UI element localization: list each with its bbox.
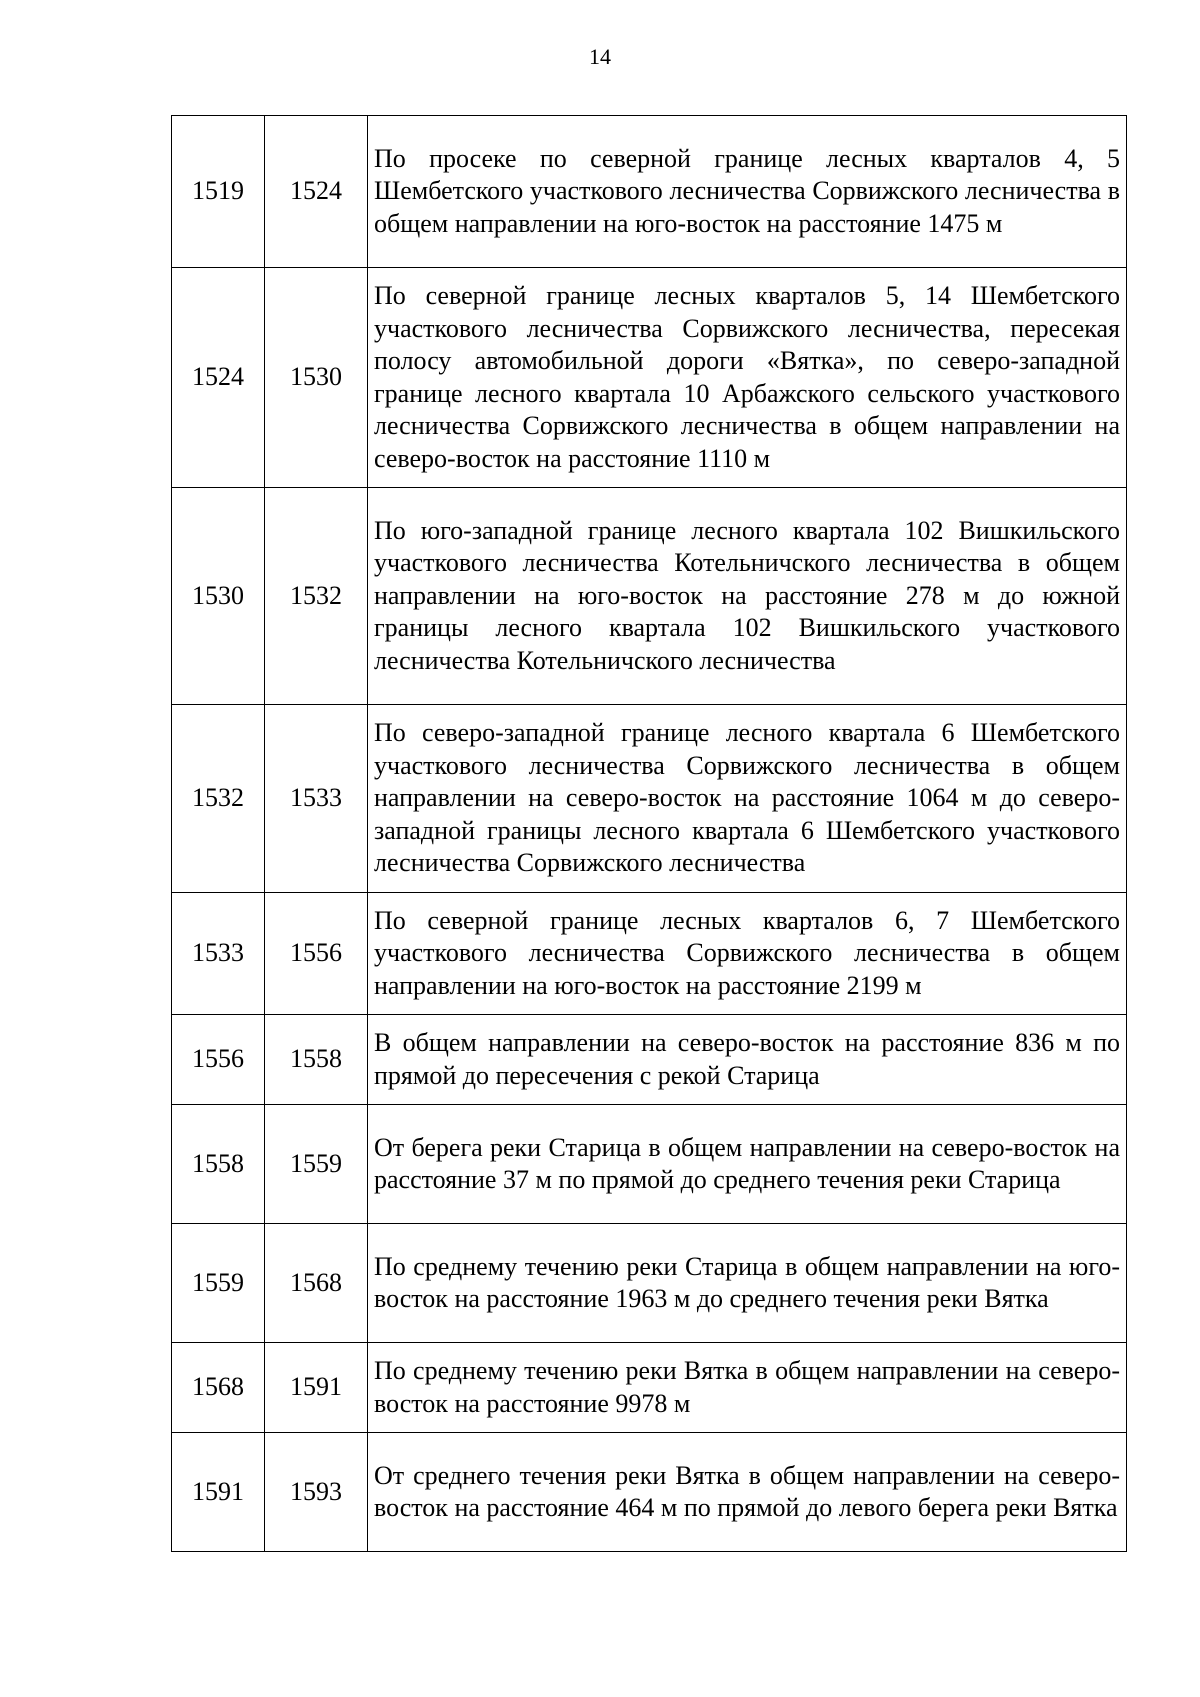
start-point-cell: 1591 xyxy=(172,1433,265,1552)
boundary-description-cell: В общем направлении на северо-восток на расстояние 836 м по прямой до пересечения с рекой Старица xyxy=(368,1015,1127,1105)
boundary-description-cell: По северной границе лесных кварталов 5, 14 Шембетского участкового лесничества Сорвижского лесничества, пересекая полосу автомобильной дороги «Вятка», по северо-западной границе лесного квартала 10 Арбажского сельского участкового лесничества Сорвижского лесничества в общем направлении на северо-восток на расстояние 1110 м xyxy=(368,268,1127,488)
end-point-cell: 1524 xyxy=(265,116,368,268)
end-point-cell: 1558 xyxy=(265,1015,368,1105)
table-row xyxy=(172,1433,1127,1552)
start-point-cell: 1559 xyxy=(172,1224,265,1343)
boundary-description-cell: По юго-западной границе лесного квартала 102 Вишкильского участкового лесничества Котельничского лесничества в общем направлении на юго-восток на расстояние 278 м до южной границы лесного квартала 102 Вишкильского участкового лесничества Котельничского лесничества xyxy=(368,488,1127,705)
boundary-description-table xyxy=(171,115,1127,1552)
boundary-description-cell: От берега реки Старица в общем направлении на северо-восток на расстояние 37 м по прямой до среднего течения реки Старица xyxy=(368,1105,1127,1224)
end-point-cell: 1591 xyxy=(265,1343,368,1433)
boundary-description-cell: По просеке по северной границе лесных кварталов 4, 5 Шембетского участкового лесничества Сорвижского лесничества в общем направлении на юго-восток на расстояние 1475 м xyxy=(368,116,1127,268)
table-row xyxy=(172,488,1127,705)
end-point-cell: 1532 xyxy=(265,488,368,705)
end-point-cell: 1593 xyxy=(265,1433,368,1552)
table-row xyxy=(172,705,1127,893)
end-point-cell: 1559 xyxy=(265,1105,368,1224)
boundary-description-cell: По среднему течению реки Вятка в общем направлении на северо-восток на расстояние 9978 м xyxy=(368,1343,1127,1433)
boundary-description-cell: По среднему течению реки Старица в общем направлении на юго-восток на расстояние 1963 м до среднего течения реки Вятка xyxy=(368,1224,1127,1343)
start-point-cell: 1519 xyxy=(172,116,265,268)
start-point-cell: 1533 xyxy=(172,892,265,1015)
table-row xyxy=(172,1105,1127,1224)
boundary-description-cell: По северо-западной границе лесного квартала 6 Шембетского участкового лесничества Сорвижского лесничества в общем направлении на северо-восток на расстояние 1064 м до северо-западной границы лесного квартала 6 Шембетского участкового лесничества Сорвижского лесничества xyxy=(368,705,1127,893)
end-point-cell: 1568 xyxy=(265,1224,368,1343)
table-row xyxy=(172,1224,1127,1343)
table-row xyxy=(172,892,1127,1015)
start-point-cell: 1556 xyxy=(172,1015,265,1105)
end-point-cell: 1533 xyxy=(265,705,368,893)
boundary-description-cell: От среднего течения реки Вятка в общем направлении на северо-восток на расстояние 464 м по прямой до левого берега реки Вятка xyxy=(368,1433,1127,1552)
start-point-cell: 1524 xyxy=(172,268,265,488)
start-point-cell: 1532 xyxy=(172,705,265,893)
page-number: 14 xyxy=(589,44,611,69)
boundary-description-cell: По северной границе лесных кварталов 6, 7 Шембетского участкового лесничества Сорвижского лесничества в общем направлении на юго-восток на расстояние 2199 м xyxy=(368,892,1127,1015)
table-row xyxy=(172,1343,1127,1433)
table-row xyxy=(172,116,1127,268)
table-row xyxy=(172,1015,1127,1105)
start-point-cell: 1530 xyxy=(172,488,265,705)
start-point-cell: 1558 xyxy=(172,1105,265,1224)
end-point-cell: 1556 xyxy=(265,892,368,1015)
table-row xyxy=(172,268,1127,488)
start-point-cell: 1568 xyxy=(172,1343,265,1433)
end-point-cell: 1530 xyxy=(265,268,368,488)
